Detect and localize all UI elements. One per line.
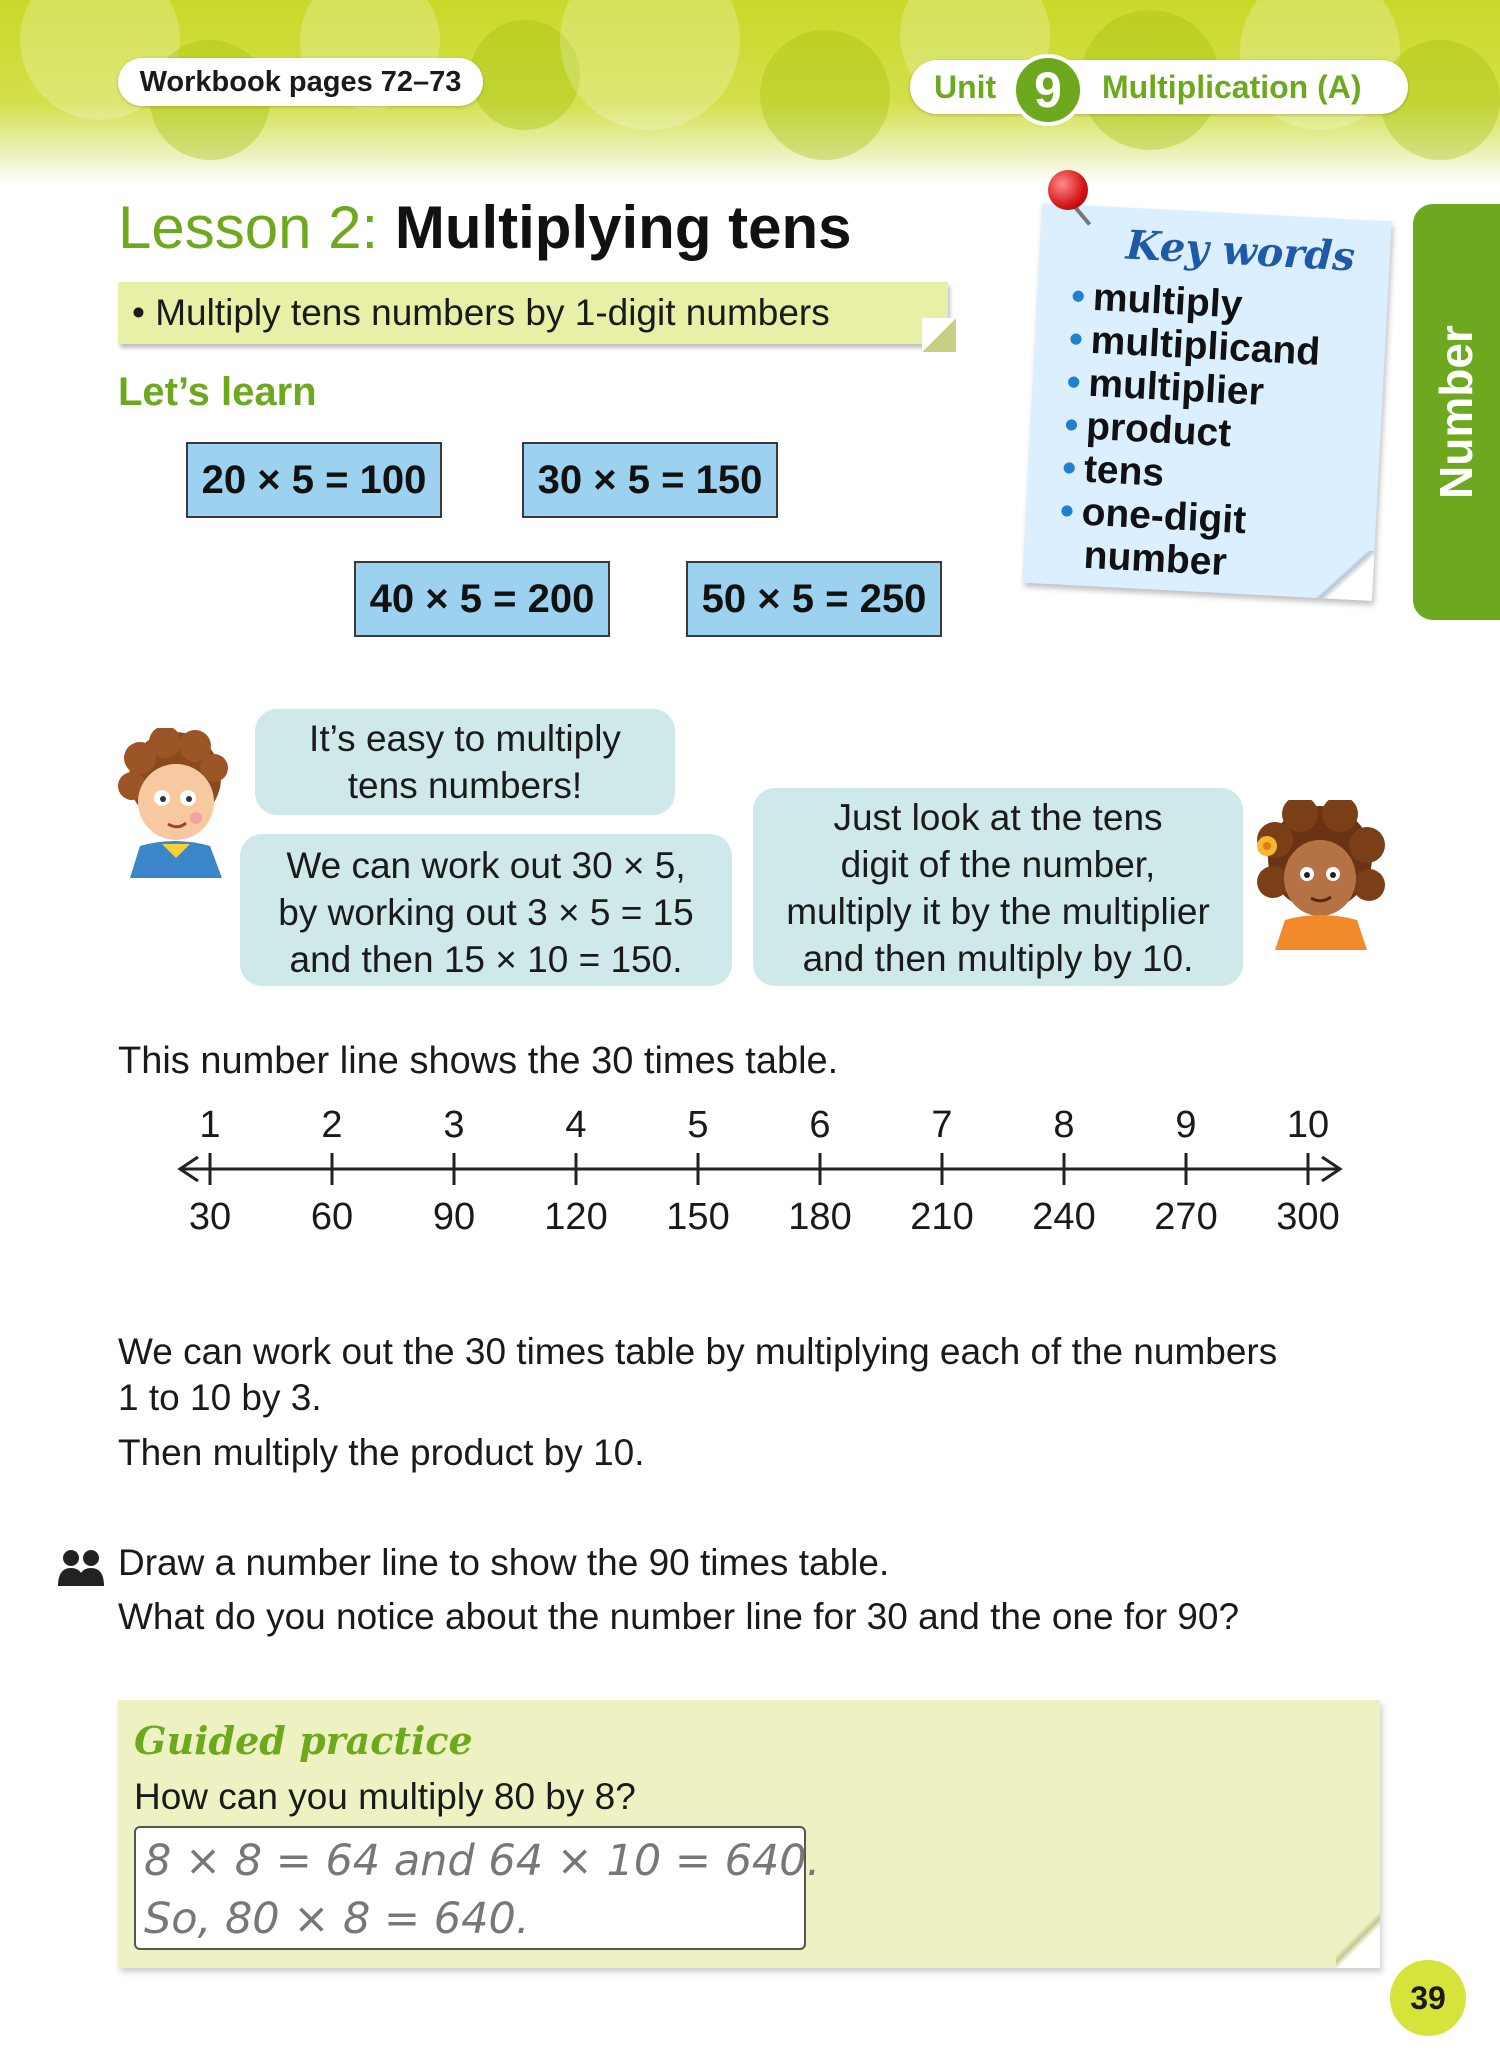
- key-word-item: • product: [1063, 403, 1233, 456]
- equation-box: 30 × 5 = 150: [522, 442, 778, 518]
- key-words-list: [1057, 275, 1324, 589]
- lesson-title: [118, 188, 852, 268]
- speech-bubble-workout: [240, 834, 732, 986]
- key-word-item: • tens: [1061, 446, 1166, 495]
- explanation-line: 1 to 10 by 3.: [118, 1377, 322, 1418]
- lets-learn-heading: Let’s learn: [118, 370, 317, 414]
- explanation-line: Then multiply the product by 10.: [118, 1432, 645, 1473]
- workbook-pages-label: Workbook pages 72–73: [118, 58, 483, 106]
- guided-practice-title: Guided practice: [134, 1718, 473, 1763]
- speech-line: multiply it by the multiplier: [786, 891, 1210, 932]
- number-line-top-label: 7: [931, 1105, 953, 1146]
- number-line-bottom-label: 120: [544, 1196, 608, 1238]
- speech-line: We can work out 30 × 5,: [286, 845, 686, 886]
- speech-line: and then multiply by 10.: [802, 938, 1194, 979]
- number-line-top-label: 6: [809, 1105, 831, 1146]
- speech-bubble-tens-digit: [753, 788, 1243, 986]
- explanation-paragraph: [118, 1329, 1398, 1421]
- page-number: 39: [1390, 1960, 1466, 2036]
- number-line-bottom-label: 270: [1154, 1196, 1218, 1238]
- partner-task-line: Draw a number line to show the 90 times table.: [118, 1542, 890, 1583]
- guided-practice-answer-box: [134, 1826, 821, 1950]
- number-line-top-label: 1: [199, 1105, 221, 1146]
- boy-character-icon: [110, 728, 240, 878]
- lesson-name: Multiplying tens: [394, 194, 852, 261]
- number-line-bottom-label: 180: [788, 1196, 852, 1238]
- unit-number: 9: [1012, 54, 1084, 126]
- key-word-item: • multiplier: [1065, 360, 1265, 414]
- key-words-title: Key words: [1124, 221, 1357, 281]
- number-line-top-label: 5: [687, 1105, 709, 1146]
- guided-practice-panel: [118, 1700, 1380, 1968]
- answer-line: 8 × 8 = 64 and 64 × 10 = 640.: [144, 1836, 821, 1886]
- number-line-bottom-label: 30: [188, 1196, 232, 1238]
- section-tab-label: Number: [1430, 325, 1482, 499]
- unit-title: Multiplication (A): [1102, 69, 1362, 105]
- number-line-bottom-label: 240: [1032, 1196, 1096, 1238]
- equation-box: 20 × 5 = 100: [186, 442, 442, 518]
- key-word-item: • one-digit: [1058, 489, 1248, 543]
- number-line-top-label: 3: [443, 1105, 465, 1146]
- speech-line: tens numbers!: [347, 765, 583, 806]
- number-line-top-label: 9: [1175, 1105, 1197, 1146]
- speech-line: Just look at the tens: [833, 797, 1163, 838]
- number-line-top-label: 10: [1286, 1105, 1330, 1146]
- unit-badge: [910, 60, 1408, 118]
- speech-line: digit of the number,: [840, 844, 1156, 885]
- speech-line: and then 15 × 10 = 150.: [289, 939, 683, 980]
- answer-line: So, 80 × 8 = 640.: [144, 1894, 530, 1944]
- section-tab-number[interactable]: [1413, 204, 1500, 620]
- number-line-bottom-label: 150: [666, 1196, 730, 1238]
- partner-task-line: What do you notice about the number line for 30 and the one for 90?: [118, 1596, 1240, 1637]
- unit-label: Unit: [934, 69, 997, 105]
- explanation-line: We can work out the 30 times table by multiplying each of the numbers: [118, 1331, 1278, 1372]
- number-line-bottom-label: 210: [910, 1196, 974, 1238]
- lesson-objective: • Multiply tens numbers by 1-digit numbers: [118, 282, 948, 344]
- number-line-intro: This number line shows the 30 times table.: [118, 1040, 839, 1082]
- number-line-top-label: 8: [1053, 1105, 1075, 1146]
- number-line-bottom-label: 60: [310, 1196, 354, 1238]
- number-line-bottom-label: 300: [1276, 1196, 1340, 1238]
- guided-practice-question: How can you multiply 80 by 8?: [134, 1776, 636, 1817]
- number-line: [170, 1105, 1370, 1245]
- number-line-bottom-label: 90: [432, 1196, 476, 1238]
- key-word-item: number: [1082, 533, 1228, 585]
- speech-bubble-easy: [255, 709, 675, 815]
- speech-line: by working out 3 × 5 = 15: [278, 892, 694, 933]
- number-line-top-label: 4: [565, 1105, 587, 1146]
- speech-line: It’s easy to multiply: [309, 718, 621, 759]
- key-word-item: • multiplicand: [1067, 317, 1322, 374]
- number-line-top-label: 2: [321, 1105, 343, 1146]
- lesson-number: Lesson 2:: [118, 194, 395, 261]
- partner-work-icon: [58, 1548, 104, 1588]
- equation-box: 40 × 5 = 200: [354, 561, 610, 637]
- pushpin-icon: [1048, 170, 1088, 210]
- girl-character-icon: [1245, 800, 1385, 950]
- equation-box: 50 × 5 = 250: [686, 561, 942, 637]
- key-word-item: • multiply: [1070, 274, 1244, 327]
- key-words-note: [1022, 203, 1391, 601]
